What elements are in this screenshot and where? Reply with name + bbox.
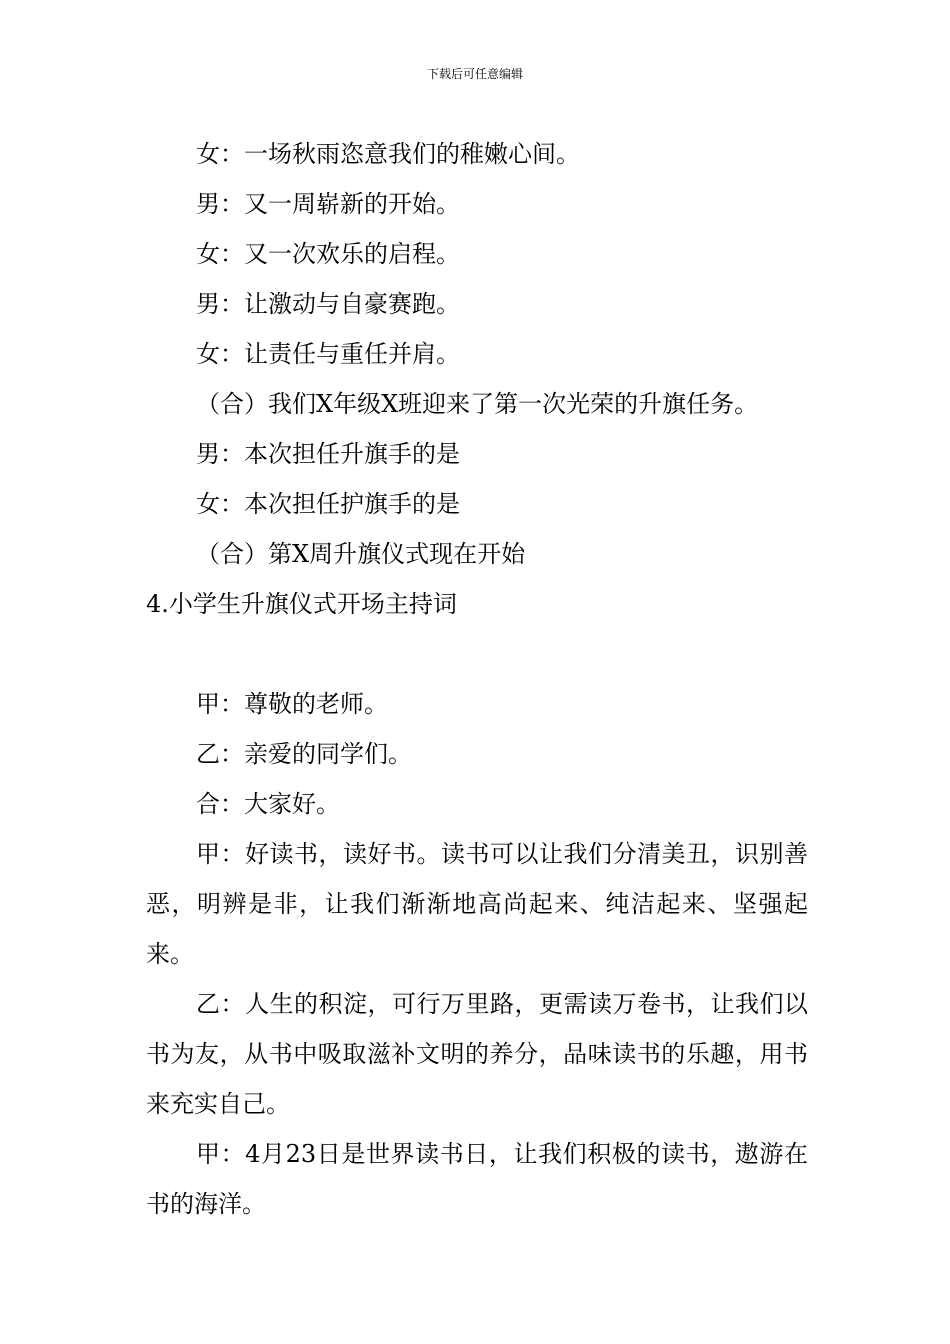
dialogue-line: （合）我们X年级X班迎来了第一次光荣的升旗任务。 xyxy=(196,390,759,418)
dialogue-line: 男：又一周崭新的开始。 xyxy=(196,190,460,218)
page-header: 下载后可任意编辑 xyxy=(426,67,523,81)
dialogue-line: 女：一场秋雨恣意我们的稚嫩心间。 xyxy=(196,140,580,168)
dialogue-line: 合：大家好。 xyxy=(196,790,340,818)
dialogue-paragraph: 甲：好读书，读好书。读书可以让我们分清美丑，识别善恶，明辨是非，让我们渐渐地高尚起来、纯洁起来、坚强起来。 xyxy=(146,840,808,968)
blank-line xyxy=(146,629,808,679)
document-body xyxy=(146,129,808,1229)
section-heading: 4.小学生升旗仪式开场主持词 xyxy=(146,590,457,618)
dialogue-line: （合）第X周升旗仪式现在开始 xyxy=(196,540,526,568)
dialogue-line: 女：本次担任护旗手的是 xyxy=(196,490,460,518)
dialogue-line: 男：本次担任升旗手的是 xyxy=(196,440,460,468)
dialogue-line: 乙：亲爱的同学们。 xyxy=(196,740,412,768)
dialogue-paragraph: 甲：4月23日是世界读书日，让我们积极的读书，遨游在书的海洋。 xyxy=(146,1140,808,1218)
dialogue-line: 女：让责任与重任并肩。 xyxy=(196,340,460,368)
dialogue-line: 甲：尊敬的老师。 xyxy=(196,690,388,718)
dialogue-paragraph: 乙：人生的积淀，可行万里路，更需读万卷书，让我们以书为友，从书中吸取滋补文明的养分，品味读书的乐趣，用书来充实自己。 xyxy=(146,990,808,1118)
dialogue-line: 女：又一次欢乐的启程。 xyxy=(196,240,460,268)
dialogue-line: 男：让激动与自豪赛跑。 xyxy=(196,290,460,318)
